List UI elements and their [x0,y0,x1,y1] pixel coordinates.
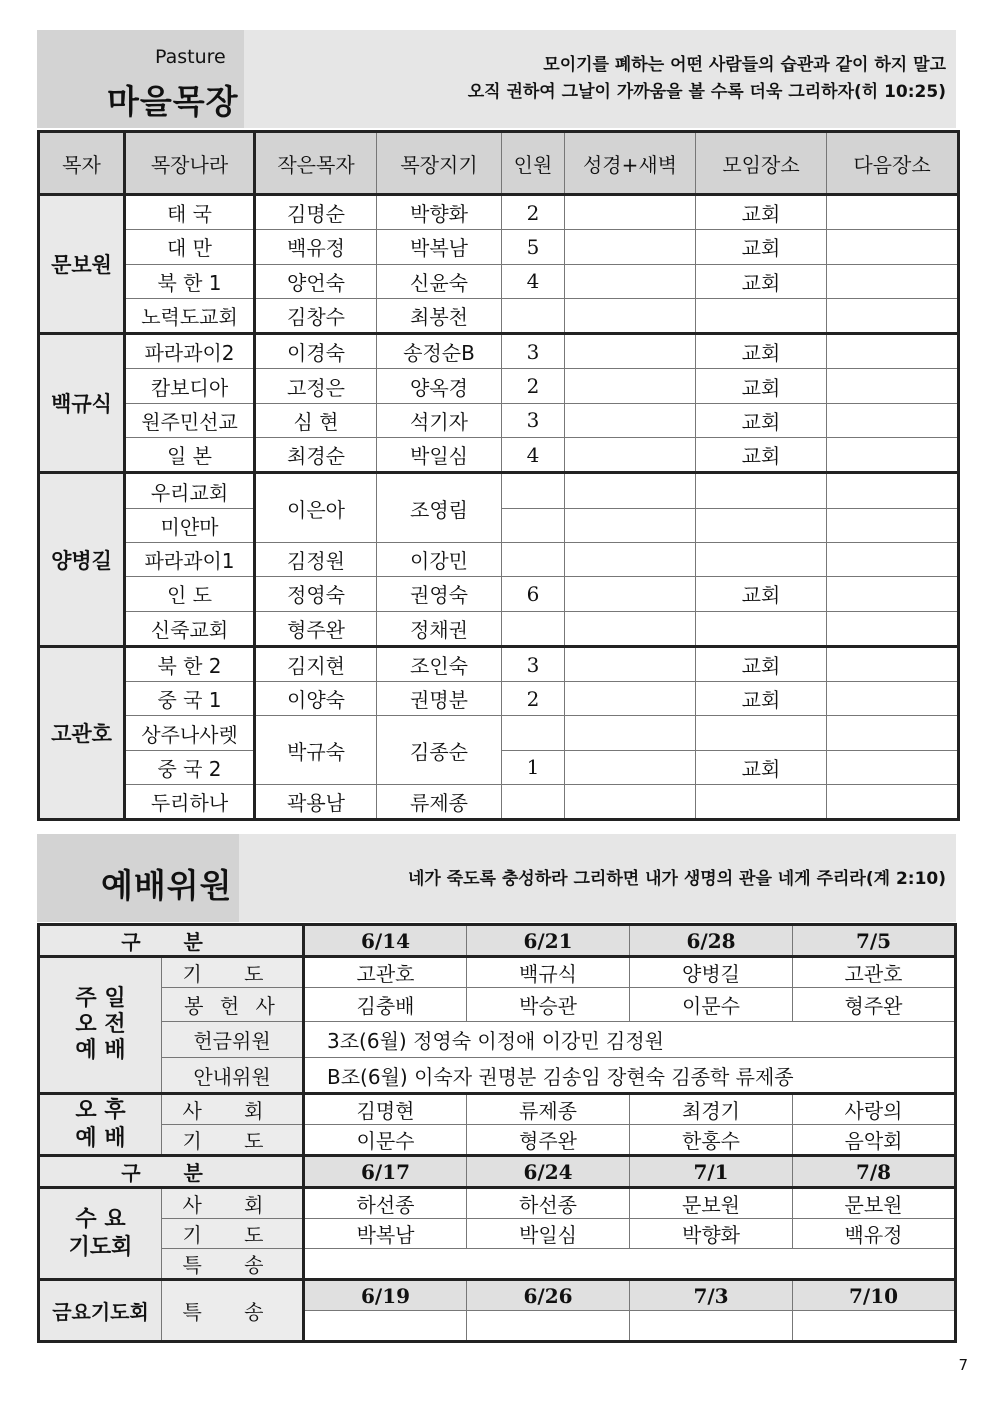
table-row [39,230,959,264]
country-cell: 미얀마 [125,508,255,542]
wed-host: 하선종 [467,1188,630,1219]
bible-dawn-cell [565,298,696,333]
bible-dawn-cell [565,577,696,611]
country-cell: 인 도 [125,577,255,611]
wed-prayer: 백유정 [793,1219,956,1249]
table-row [39,264,959,298]
sub-shepherd-cell: 최경순 [255,438,377,473]
meeting-place-cell [696,611,827,646]
pm-prayer: 한홍수 [630,1125,793,1156]
next-place-cell [827,716,959,750]
country-cell: 대 만 [125,230,255,264]
country-cell: 신죽교회 [125,611,255,646]
country-cell: 노력도교회 [125,298,255,333]
next-place-cell [827,230,959,264]
pm-host: 사랑의 [793,1094,956,1125]
pasture-leader: 문보원 [39,195,125,334]
attendance-count-cell [502,716,565,750]
wed-prayer: 박복남 [304,1219,467,1249]
meeting-place-cell: 교회 [696,369,827,403]
sub-shepherd-cell: 백유정 [255,230,377,264]
bible-dawn-cell [565,611,696,646]
prayer-label: 기 도 [162,957,304,988]
date-cell: 7/5 [793,925,956,957]
attendance-count-cell: 4 [502,438,565,473]
fri-special-song [630,1311,793,1342]
page-number: 7 [958,1356,968,1374]
country-cell: 태 국 [125,195,255,230]
keeper-cell: 조영림 [377,473,502,543]
column-header: 작은목자 [255,132,377,195]
section-title: 예배위원 [101,866,233,905]
pasture-leader: 고관호 [39,646,125,819]
collection-members: 3조(6월) 정영숙 이정애 이강민 김정원 [304,1022,956,1058]
attendance-count-cell: 3 [502,646,565,681]
pm-prayer: 음악회 [793,1125,956,1156]
country-cell: 일 본 [125,438,255,473]
country-cell: 북 한 2 [125,646,255,681]
column-header: 목자 [39,132,125,195]
meeting-place-cell: 교회 [696,577,827,611]
next-place-cell [827,577,959,611]
bible-dawn-cell [565,542,696,576]
column-header: 목장지기 [377,132,502,195]
meeting-place-cell: 교회 [696,230,827,264]
special-song-label: 특 송 [162,1249,304,1280]
pasture-table [37,130,960,821]
next-place-cell [827,473,959,508]
bible-dawn-cell [565,508,696,542]
country-cell: 파라과이1 [125,542,255,576]
next-place-cell [827,369,959,403]
date-cell: 6/26 [467,1280,630,1311]
sub-shepherd-cell: 정영숙 [255,577,377,611]
country-cell: 두리하나 [125,785,255,820]
keeper-cell: 정채권 [377,611,502,646]
attendance-count-cell [502,611,565,646]
meeting-place-cell: 교회 [696,195,827,230]
date-cell: 7/3 [630,1280,793,1311]
sub-shepherd-cell: 김지현 [255,646,377,681]
worship-committee-table [37,923,957,1343]
sub-shepherd-cell: 이은아 [255,473,377,543]
sunday-offering: 김충배 [304,988,467,1022]
next-place-cell [827,785,959,820]
table-row [39,298,959,333]
table-row [39,611,959,646]
sunday-pm-label: 오 후 예 배 [39,1094,162,1156]
prayer-label: 기 도 [162,1125,304,1156]
offering-label: 봉 헌 사 [162,988,304,1022]
country-cell: 원주민선교 [125,403,255,437]
wed-prayer: 박향화 [630,1219,793,1249]
pasture-leader: 양병길 [39,473,125,646]
meeting-place-cell: 교회 [696,682,827,716]
country-cell: 우리교회 [125,473,255,508]
usher-members: B조(6월) 이숙자 권명분 김송임 장현숙 김종학 류제종 [304,1058,956,1094]
attendance-count-cell: 3 [502,334,565,369]
next-place-cell [827,195,959,230]
date-cell: 6/24 [467,1156,630,1188]
sunday-prayer: 양병길 [630,957,793,988]
attendance-count-cell [502,785,565,820]
attendance-count-cell: 2 [502,195,565,230]
country-cell: 파라과이2 [125,334,255,369]
pm-prayer: 형주완 [467,1125,630,1156]
sub-shepherd-cell: 곽용남 [255,785,377,820]
bible-dawn-cell [565,750,696,784]
column-header: 모임장소 [696,132,827,195]
bible-dawn-cell [565,438,696,473]
sunday-offering: 이문수 [630,988,793,1022]
attendance-count-cell: 1 [502,750,565,784]
sub-shepherd-cell: 김명순 [255,195,377,230]
next-place-cell [827,542,959,576]
keeper-cell: 권명분 [377,682,502,716]
table-header-row [39,132,959,195]
next-place-cell [827,438,959,473]
date-cell: 6/28 [630,925,793,957]
next-place-cell [827,298,959,333]
section-title: 마을목장 [107,82,239,121]
keeper-cell: 최봉천 [377,298,502,333]
fri-special-song [304,1311,467,1342]
prayer-label: 기 도 [162,1219,304,1249]
date-cell: 7/8 [793,1156,956,1188]
column-header: 인원 [502,132,565,195]
table-row [39,438,959,473]
meeting-place-cell [696,508,827,542]
keeper-cell: 권영숙 [377,577,502,611]
special-song-label: 특 송 [162,1280,304,1342]
attendance-count-cell: 2 [502,369,565,403]
meeting-place-cell [696,542,827,576]
attendance-count-cell: 6 [502,577,565,611]
sub-shepherd-cell: 심 현 [255,403,377,437]
keeper-cell: 송정순B [377,334,502,369]
meeting-place-cell: 교회 [696,750,827,784]
next-place-cell [827,611,959,646]
next-place-cell [827,646,959,681]
keeper-cell: 석기자 [377,403,502,437]
column-header: 다음장소 [827,132,959,195]
date-cell: 6/19 [304,1280,467,1311]
sub-shepherd-cell: 이양숙 [255,682,377,716]
sub-shepherd-cell: 김창수 [255,298,377,333]
country-cell: 중 국 1 [125,682,255,716]
attendance-count-cell: 3 [502,403,565,437]
country-cell: 상주나사렛 [125,716,255,750]
keeper-cell: 류제종 [377,785,502,820]
keeper-cell: 조인숙 [377,646,502,681]
verse-line-1: 모이기를 폐하는 어떤 사람들의 습관과 같이 하지 말고 [543,55,946,75]
pm-prayer: 이문수 [304,1125,467,1156]
wed-prayer: 박일심 [467,1219,630,1249]
country-cell: 북 한 1 [125,264,255,298]
attendance-count-cell: 5 [502,230,565,264]
table-row [39,195,959,230]
host-label: 사 회 [162,1094,304,1125]
meeting-place-cell [696,785,827,820]
bible-verse: 네가 죽도록 충성하라 그리하면 내가 생명의 관을 네게 주리라(계 2:10) [407,869,946,889]
attendance-count-cell: 4 [502,264,565,298]
table-row [39,369,959,403]
country-cell: 캄보디아 [125,369,255,403]
next-place-cell [827,264,959,298]
sunday-prayer: 고관호 [304,957,467,988]
meeting-place-cell [696,473,827,508]
bible-dawn-cell [565,369,696,403]
pm-host: 최경기 [630,1094,793,1125]
table-row [39,334,959,369]
wed-host: 문보원 [793,1188,956,1219]
meeting-place-cell: 교회 [696,646,827,681]
sub-shepherd-cell: 김정원 [255,542,377,576]
country-cell: 중 국 2 [125,750,255,784]
sub-shepherd-cell: 양언숙 [255,264,377,298]
bible-dawn-cell [565,646,696,681]
sub-shepherd-cell: 고정은 [255,369,377,403]
table-row [39,785,959,820]
meeting-place-cell [696,298,827,333]
date-cell: 7/10 [793,1280,956,1311]
keeper-cell: 박복남 [377,230,502,264]
table-row [39,403,959,437]
table-row [39,577,959,611]
attendance-count-cell: 2 [502,682,565,716]
table-row [39,646,959,681]
column-header: 성경+새벽 [565,132,696,195]
sunday-offering: 박승관 [467,988,630,1022]
attendance-count-cell [502,508,565,542]
collection-label: 헌금위원 [162,1022,304,1058]
next-place-cell [827,508,959,542]
sunday-am-label: 주 일 오 전 예 배 [39,957,162,1094]
bible-dawn-cell [565,403,696,437]
bible-dawn-cell [565,195,696,230]
pasture-leader: 백규식 [39,334,125,473]
fri-special-song [793,1311,956,1342]
friday-prayer-label: 금요기도회 [39,1280,162,1342]
sub-shepherd-cell: 박규숙 [255,716,377,785]
meeting-place-cell: 교회 [696,334,827,369]
sub-shepherd-cell: 이경숙 [255,334,377,369]
next-place-cell [827,334,959,369]
division-header: 구 분 [39,1156,304,1188]
meeting-place-cell [696,716,827,750]
keeper-cell: 이강민 [377,542,502,576]
meeting-place-cell: 교회 [696,438,827,473]
keeper-cell: 박향화 [377,195,502,230]
date-cell: 6/21 [467,925,630,957]
meeting-place-cell: 교회 [696,403,827,437]
table-row [39,473,959,508]
village-pasture-banner [37,30,956,128]
wed-host: 하선종 [304,1188,467,1219]
wed-special-song [304,1249,956,1280]
sunday-prayer: 고관호 [793,957,956,988]
attendance-count-cell [502,298,565,333]
bible-dawn-cell [565,716,696,750]
meeting-place-cell: 교회 [696,264,827,298]
worship-committee-banner [37,834,956,922]
date-cell: 7/1 [630,1156,793,1188]
sunday-offering: 형주완 [793,988,956,1022]
next-place-cell [827,682,959,716]
keeper-cell: 양옥경 [377,369,502,403]
column-header: 목장나라 [125,132,255,195]
bible-dawn-cell [565,264,696,298]
keeper-cell: 신윤숙 [377,264,502,298]
sub-shepherd-cell: 형주완 [255,611,377,646]
pasture-label: Pasture [155,46,226,68]
next-place-cell [827,403,959,437]
usher-label: 안내위원 [162,1058,304,1094]
bible-dawn-cell [565,334,696,369]
table-row [39,682,959,716]
pm-host: 김명현 [304,1094,467,1125]
date-cell: 6/17 [304,1156,467,1188]
bible-dawn-cell [565,785,696,820]
next-place-cell [827,750,959,784]
bible-dawn-cell [565,230,696,264]
attendance-count-cell [502,473,565,508]
host-label: 사 회 [162,1188,304,1219]
division-header: 구 분 [39,925,304,957]
bible-verse [468,52,946,106]
sunday-prayer: 백규식 [467,957,630,988]
wed-host: 문보원 [630,1188,793,1219]
keeper-cell: 박일심 [377,438,502,473]
fri-special-song [467,1311,630,1342]
pm-host: 류제종 [467,1094,630,1125]
wednesday-prayer-label: 수 요 기도회 [39,1188,162,1280]
bible-dawn-cell [565,473,696,508]
attendance-count-cell [502,542,565,576]
bible-dawn-cell [565,682,696,716]
keeper-cell: 김종순 [377,716,502,785]
date-cell: 6/14 [304,925,467,957]
table-row [39,542,959,576]
verse-line-2: 오직 권하여 그날이 가까움을 볼 수록 더욱 그리하자(히 10:25) [467,82,946,102]
table-row [39,716,959,750]
